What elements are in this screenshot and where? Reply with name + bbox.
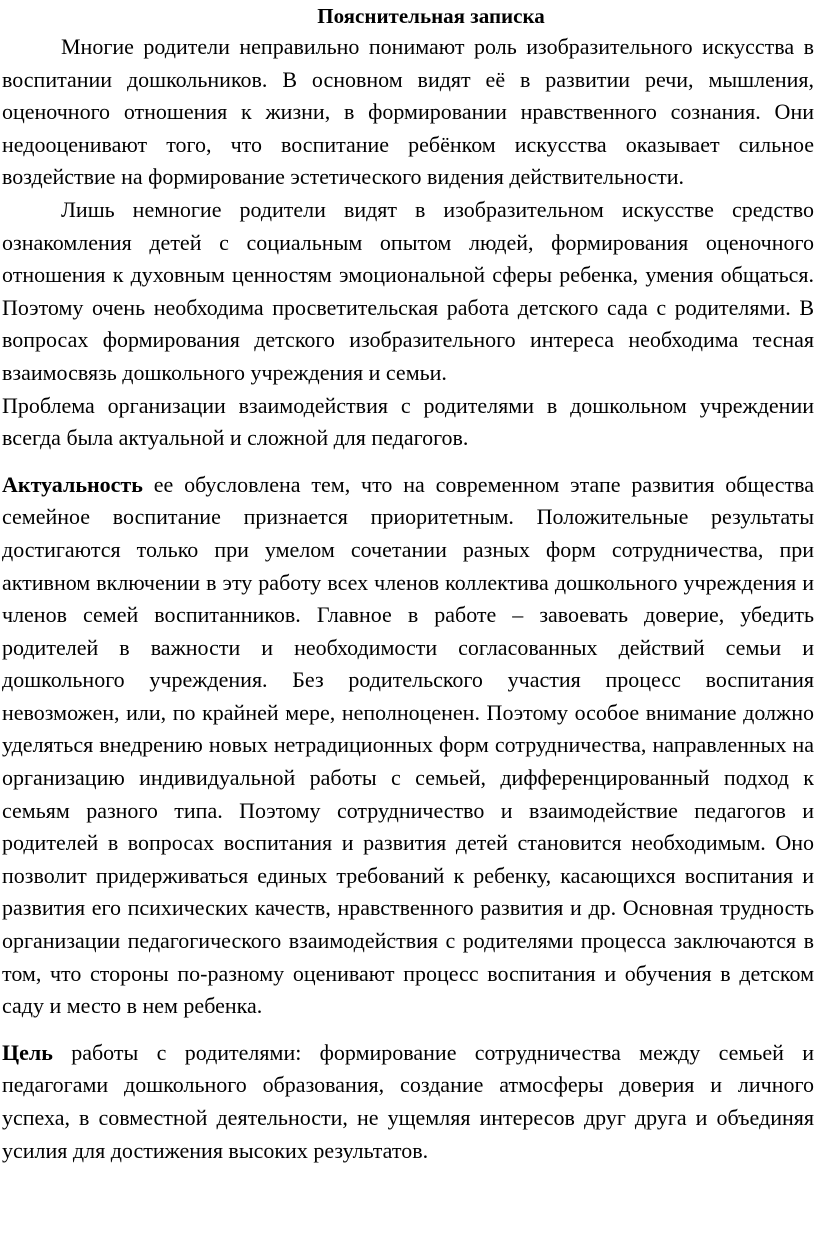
relevance-heading: Актуальность bbox=[2, 471, 143, 497]
goal-text: работы с родителями: формирование сотрудничества между семьей и педагогами дошкольного образования, создание атмосферы доверия и личного успеха, в совместной деятельности, не ущемляя интересов друг друга и объединяя усилия для достижения высоких результатов. bbox=[2, 1039, 814, 1163]
document-page bbox=[2, 0, 814, 1167]
paragraph-parents: Лишь немногие родители видят в изобразительном искусстве средство ознакомления детей с социальным опытом людей, формирования оценочного отношения к духовным ценностям эмоциональной сферы ребенка, умения общаться. Поэтому очень необходима просветительская работа детского сада с родителями. В вопросах формирования детского изобразительного интереса необходима тесная взаимосвязь дошкольного учреждения и семьи. bbox=[2, 196, 814, 385]
paragraph-problem: Проблема организации взаимодействия с родителями в дошкольном учреждении всегда была актуальной и сложной для педагогов. bbox=[2, 392, 814, 451]
relevance-text: ее обусловлена тем, что на современном этапе развития общества семейное воспитание признается приоритетным. Положительные результаты достигаются только при умелом сочетании разных форм сотрудничества, при активном включении в эту работу всех членов коллектива дошкольного учреждения и членов семей воспитанников. Главное в работе – завоевать доверие, убедить родителей в важности и необходимости согласованных действий семьи и дошкольного учреждения. Без родительского участия процесс воспитания невозможен, или, по крайней мере, неполноценен. Поэтому особое внимание должно уделяться внедрению новых нетрадиционных форм сотрудничества, направленных на организацию индивидуальной работы с семьей, дифференцированный подход к семьям разного типа. Поэтому сотрудничество и взаимодействие педагогов и родителей в вопросах воспитания и развития детей становится необходимым. Оно позволит придерживаться единых требований к ребенку, касающихся воспитания и развития его психических качеств, нравственного развития и др. Основная трудность организации педагогического взаимодействия с родителями процесса заключаются в том, что стороны по-разному оценивают процесс воспитания и обучения в детском саду и место в нем ребенка. bbox=[2, 471, 814, 1019]
document-title: Пояснительная записка bbox=[317, 4, 545, 28]
paragraph-goal bbox=[2, 1037, 814, 1167]
goal-heading: Цель bbox=[2, 1039, 53, 1065]
paragraph-relevance bbox=[2, 469, 814, 1023]
paragraph-intro: Многие родители неправильно понимают роль изобразительного искусства в воспитании дошкольников. В основном видят её в развитии речи, мышления, оценочного отношения к жизни, в формировании нравственного сознания. Они недооценивают того, что воспитание ребёнком искусства оказывает сильное воздействие на формирование эстетического видения действительности. bbox=[2, 34, 814, 190]
